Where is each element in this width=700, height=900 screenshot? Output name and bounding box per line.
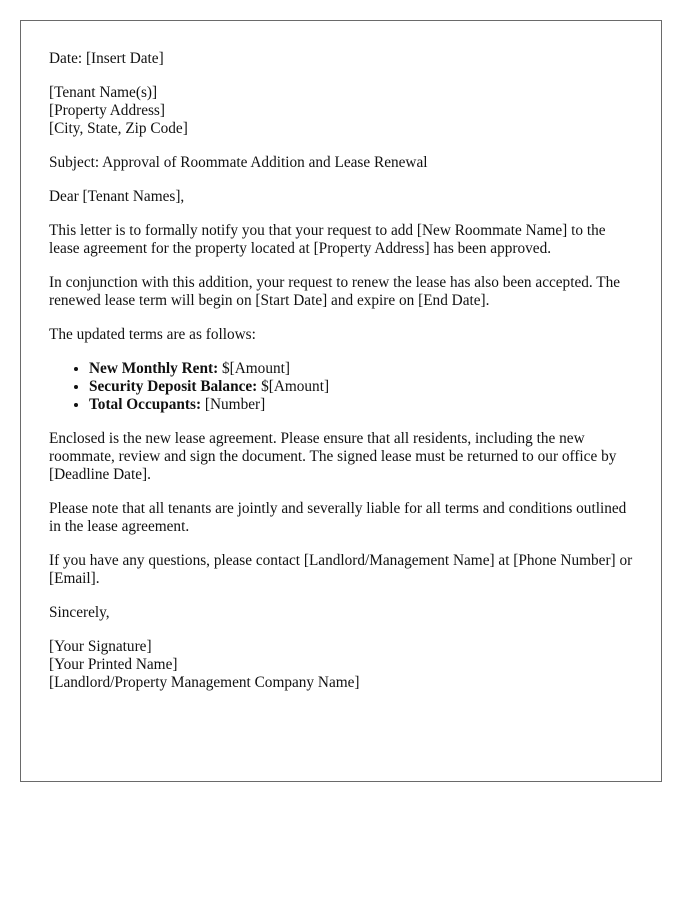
term-value: $[Amount] <box>257 378 330 395</box>
printed-name: [Your Printed Name] <box>49 656 178 673</box>
term-value: $[Amount] <box>218 360 290 377</box>
liability-paragraph: Please note that all tenants are jointly and severally liable for all terms and conditions outlined in the lease agreement. <box>49 500 627 535</box>
contact-paragraph: If you have any questions, please contact [Landlord/Management Name] at [Phone Number] or [Email]. <box>49 552 633 587</box>
recipient-name: [Tenant Name(s)] <box>49 84 158 101</box>
notification-paragraph: This letter is to formally notify you that your request to add [New Roommate Name] to the lease agreement for the property located at [Property Address] has been approved. <box>49 222 606 257</box>
term-value: [Number] <box>201 396 266 413</box>
date-line: Date: [Insert Date] <box>49 50 164 67</box>
company-name: [Landlord/Property Management Company Name] <box>49 674 360 691</box>
term-total-occupants <box>89 396 633 414</box>
term-label: Security Deposit Balance: <box>89 378 258 395</box>
closing: Sincerely, <box>49 604 110 621</box>
term-monthly-rent <box>89 360 633 378</box>
subject-line: Subject: Approval of Roommate Addition and Lease Renewal <box>49 154 428 171</box>
signature: [Your Signature] <box>49 638 152 655</box>
term-label: New Monthly Rent: <box>89 360 219 377</box>
recipient-block <box>49 84 633 138</box>
term-security-deposit <box>89 378 633 396</box>
letter-page <box>20 20 662 782</box>
salutation: Dear [Tenant Names], <box>49 188 185 205</box>
enclosed-paragraph: Enclosed is the new lease agreement. Please ensure that all residents, including the new roommate, review and sign the document. The signed lease must be returned to our office by [Deadline Date]. <box>49 430 617 483</box>
recipient-city-state-zip: [City, State, Zip Code] <box>49 120 188 137</box>
terms-intro: The updated terms are as follows: <box>49 326 256 343</box>
signature-block <box>49 638 633 692</box>
term-label: Total Occupants: <box>89 396 202 413</box>
recipient-address: [Property Address] <box>49 102 165 119</box>
terms-list <box>49 360 633 414</box>
renewal-paragraph: In conjunction with this addition, your request to renew the lease has also been accepted. The renewed lease term will begin on [Start Date] and expire on [End Date]. <box>49 274 621 309</box>
